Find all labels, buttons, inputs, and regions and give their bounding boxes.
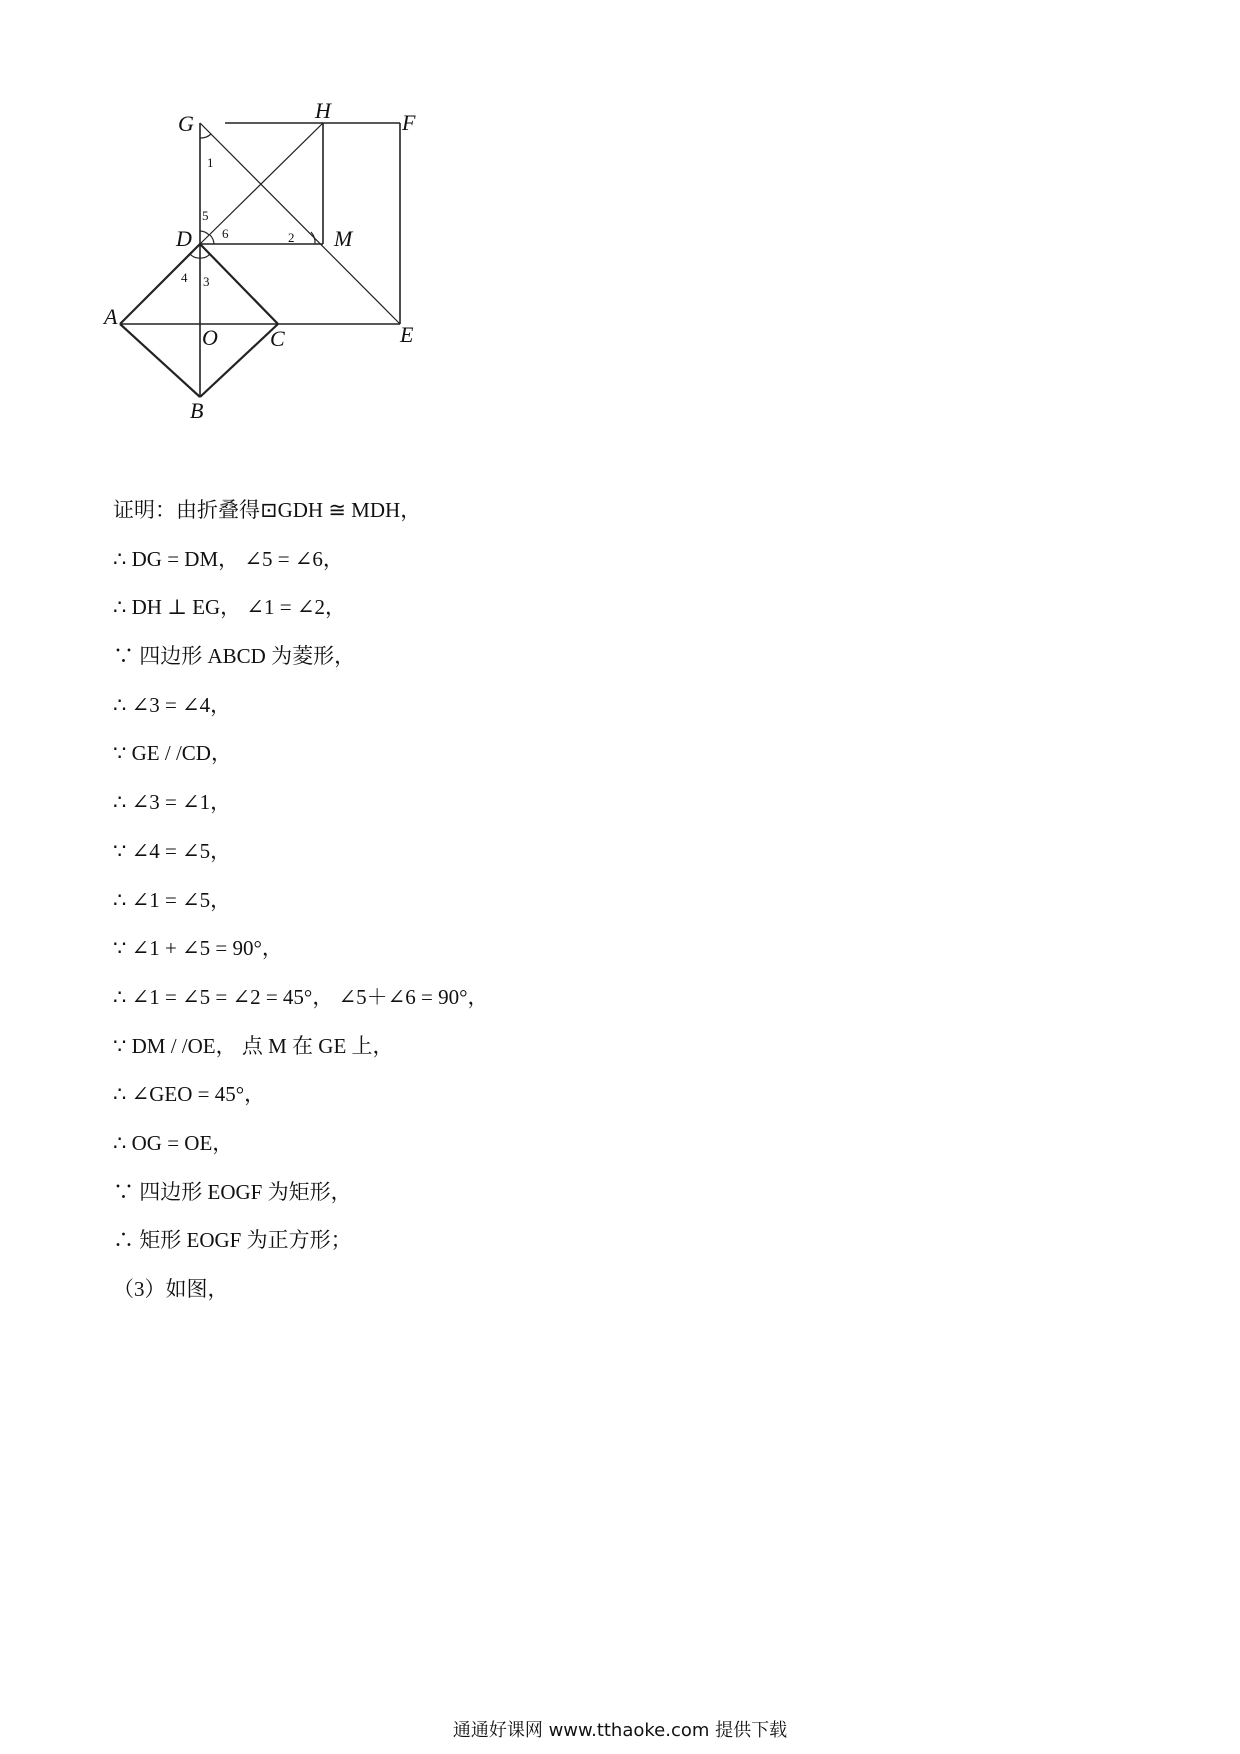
proof-line: ∵ GE / /CD， bbox=[113, 741, 232, 766]
geometry-diagram bbox=[104, 98, 490, 480]
proof-line: ∴ ∠1 = ∠5， bbox=[113, 887, 232, 912]
label-M: M bbox=[334, 226, 353, 251]
angle-label-5: 5 bbox=[202, 208, 209, 223]
segment-DC bbox=[200, 244, 278, 324]
angle-arc-5 bbox=[200, 231, 209, 235]
proof-line: ∵ 四边形 EOGF 为矩形， bbox=[113, 1179, 352, 1204]
angle-label-1: 1 bbox=[207, 155, 214, 170]
proof-line: ∴ OG = OE， bbox=[113, 1130, 234, 1155]
angle-arc-1 bbox=[200, 134, 211, 138]
label-O: O bbox=[202, 325, 218, 350]
proof-line: （3）如图， bbox=[113, 1277, 229, 1301]
label-E: E bbox=[400, 322, 414, 347]
geometry-figure bbox=[104, 98, 490, 480]
angle-label-3: 3 bbox=[203, 274, 210, 289]
label-D: D bbox=[176, 226, 192, 251]
proof-line: ∵ 四边形 ABCD 为菱形， bbox=[113, 644, 356, 669]
proof-line: ∵ ∠1 + ∠5 = 90°， bbox=[113, 936, 283, 961]
segment-GE bbox=[200, 123, 400, 324]
segment-DA bbox=[120, 244, 200, 324]
page-footer: 通通好课网 www.tthaoke.com 提供下载 bbox=[452, 1720, 788, 1741]
angle-label-6: 6 bbox=[222, 226, 229, 241]
angle-arc-6 bbox=[210, 235, 214, 244]
proof-line: ∵ DM / /OE， 点 M 在 GE 上， bbox=[113, 1033, 394, 1058]
proof-line: ∴ ∠3 = ∠1， bbox=[113, 790, 232, 815]
angle-label-2: 2 bbox=[288, 230, 295, 245]
proof-line: ∴ ∠GEO = 45°， bbox=[113, 1082, 266, 1107]
segment-AB bbox=[120, 324, 200, 397]
angle-arc-4 bbox=[190, 254, 200, 258]
proof-text bbox=[113, 490, 813, 1318]
label-B: B bbox=[190, 398, 204, 423]
angle-arc-3 bbox=[200, 254, 210, 258]
proof-line: ∵ ∠4 = ∠5， bbox=[113, 838, 232, 863]
proof-line: ∴ 矩形 EOGF 为正方形； bbox=[113, 1228, 352, 1253]
label-F: F bbox=[402, 110, 416, 135]
label-A: A bbox=[104, 304, 118, 329]
proof-line: ∴ DH ⊥ EG， ∠1 = ∠2， bbox=[113, 595, 346, 620]
proof-line: ∴ ∠3 = ∠4， bbox=[113, 692, 232, 717]
label-G: G bbox=[178, 111, 194, 136]
proof-line: ∴ DG = DM， ∠5 = ∠6， bbox=[113, 546, 344, 571]
label-C: C bbox=[270, 326, 285, 351]
angle-label-4: 4 bbox=[181, 270, 188, 285]
proof-line: 证明：由折叠得⊡GDH ≅ MDH， bbox=[113, 498, 422, 522]
label-H: H bbox=[315, 98, 331, 123]
angle-arc-2 bbox=[311, 232, 315, 244]
proof-line: ∴ ∠1 = ∠5 = ∠2 = 45°， ∠5＋∠6 = 90°， bbox=[113, 984, 489, 1009]
